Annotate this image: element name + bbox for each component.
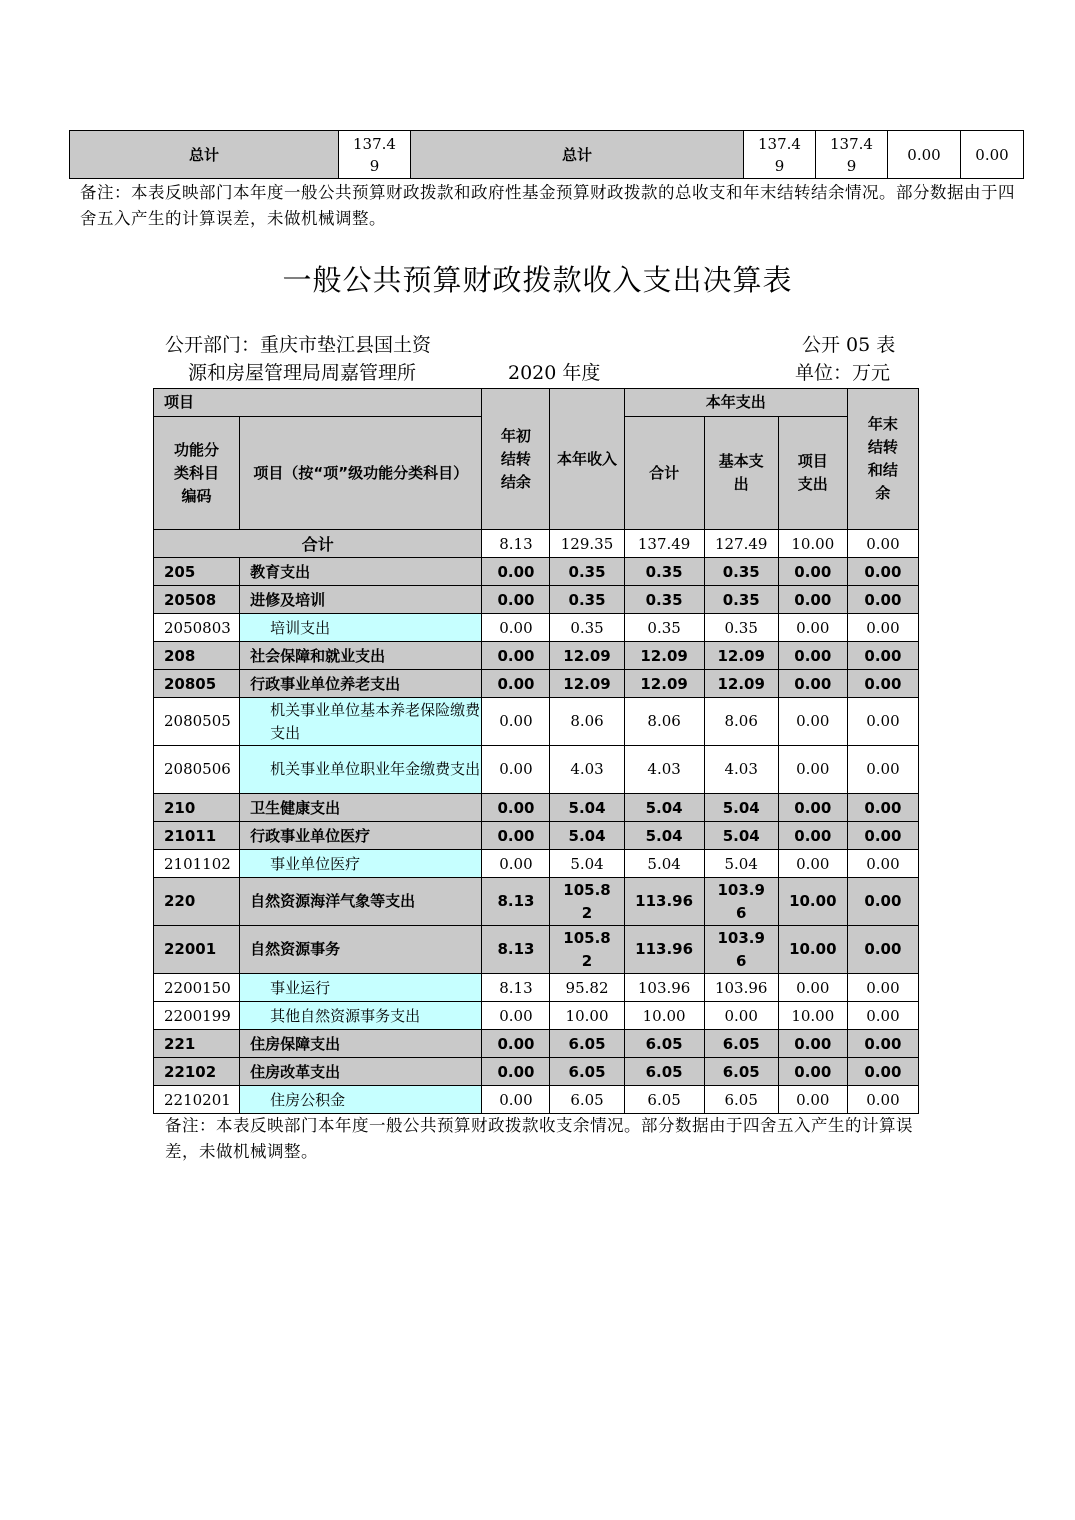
header-project: 项目	[154, 389, 482, 417]
row-value: 0.00	[482, 1058, 550, 1086]
row-code: 20508	[154, 586, 240, 614]
row-value: 0.00	[847, 794, 918, 822]
summary-left-value: 137.4 9	[339, 131, 411, 179]
row-value: 0.00	[704, 1002, 778, 1030]
header-total: 合计	[624, 417, 704, 530]
row-value: 0.00	[482, 1030, 550, 1058]
row-value: 103.96	[704, 974, 778, 1002]
row-value: 0.00	[778, 794, 847, 822]
row-name: 住房改革支出	[240, 1058, 482, 1086]
row-value: 10.00	[778, 926, 847, 974]
row-value: 0.00	[778, 670, 847, 698]
row-value: 12.09	[550, 670, 624, 698]
row-value: 0.00	[778, 1086, 847, 1114]
row-value: 12.09	[624, 642, 704, 670]
dept-line-1: 公开部门：重庆市垫江县国土资	[165, 334, 432, 356]
row-value: 0.00	[482, 794, 550, 822]
total-row	[154, 530, 919, 558]
table-row	[154, 670, 919, 698]
row-code: 2101102	[154, 850, 240, 878]
row-value: 0.00	[847, 614, 918, 642]
header-basic-text: 基本支出	[718, 452, 764, 493]
row-code: 2200150	[154, 974, 240, 1002]
row-value: 0.00	[847, 850, 918, 878]
row-value: 0.00	[482, 670, 550, 698]
row-code: 2050803	[154, 614, 240, 642]
row-value: 5.04	[624, 794, 704, 822]
row-value: 0.00	[778, 1058, 847, 1086]
row-value: 0.00	[847, 1086, 918, 1114]
row-name: 行政事业单位医疗	[240, 822, 482, 850]
row-name: 住房公积金	[240, 1086, 482, 1114]
total-value: 10.00	[778, 530, 847, 558]
row-value: 12.09	[704, 670, 778, 698]
header-name-text: 项目（按“项”级功能分类科目）	[253, 463, 469, 482]
row-code: 221	[154, 1030, 240, 1058]
row-value: 6.05	[550, 1058, 624, 1086]
row-value: 5.04	[550, 822, 624, 850]
row-value: 5.04	[704, 794, 778, 822]
row-value: 8.06	[704, 698, 778, 746]
row-value: 4.03	[550, 746, 624, 794]
row-value: 5.04	[624, 822, 704, 850]
row-value: 10.00	[778, 1002, 847, 1030]
table-row	[154, 1086, 919, 1114]
total-value: 137.49	[624, 530, 704, 558]
row-value: 103.9 6	[704, 926, 778, 974]
row-name: 机关事业单位基本养老保险缴费支出	[240, 698, 482, 746]
row-value: 10.00	[778, 878, 847, 926]
header-income	[550, 389, 624, 530]
row-value: 4.03	[624, 746, 704, 794]
page-title: 一般公共预算财政拨款收入支出决算表	[282, 263, 793, 297]
table-row	[154, 614, 919, 642]
header-code	[154, 417, 240, 530]
row-value: 105.8 2	[550, 926, 624, 974]
row-name: 事业运行	[240, 974, 482, 1002]
row-value: 8.13	[482, 926, 550, 974]
header-end-balance-text: 年末结转和结余	[867, 415, 898, 502]
row-value: 6.05	[550, 1086, 624, 1114]
fiscal-year: 2020 年度	[508, 362, 601, 384]
table-row	[154, 1002, 919, 1030]
total-value: 0.00	[847, 530, 918, 558]
row-value: 6.05	[550, 1030, 624, 1058]
row-value: 12.09	[704, 642, 778, 670]
row-value: 0.00	[482, 822, 550, 850]
row-value: 6.05	[624, 1086, 704, 1114]
summary-value: 137.4 9	[816, 131, 888, 179]
row-value: 103.96	[624, 974, 704, 1002]
row-name: 住房保障支出	[240, 1030, 482, 1058]
row-name: 自然资源海洋气象等支出	[240, 878, 482, 926]
row-code: 220	[154, 878, 240, 926]
row-value: 0.35	[550, 614, 624, 642]
dept-line-2: 源和房屋管理局周嘉管理所	[188, 362, 417, 384]
row-value: 0.00	[847, 670, 918, 698]
row-value: 0.00	[778, 974, 847, 1002]
summary-value: 0.00	[888, 131, 961, 179]
row-code: 205	[154, 558, 240, 586]
table-row	[154, 746, 919, 794]
row-value: 0.00	[847, 1058, 918, 1086]
row-value: 8.06	[624, 698, 704, 746]
row-value: 0.00	[847, 586, 918, 614]
row-value: 5.04	[550, 794, 624, 822]
row-value: 0.00	[482, 558, 550, 586]
row-value: 8.06	[550, 698, 624, 746]
header-end-balance	[847, 389, 918, 530]
total-label: 合计	[154, 530, 482, 558]
total-value: 127.49	[704, 530, 778, 558]
row-value: 6.05	[704, 1086, 778, 1114]
table-row	[154, 1030, 919, 1058]
row-value: 113.96	[624, 926, 704, 974]
table-row	[154, 794, 919, 822]
summary-total-table	[69, 130, 1024, 179]
table-row	[154, 698, 919, 746]
row-name: 进修及培训	[240, 586, 482, 614]
row-value: 0.00	[847, 642, 918, 670]
header-name	[240, 417, 482, 530]
header-begin-balance-text: 年初结转结余	[500, 426, 531, 491]
row-code: 21011	[154, 822, 240, 850]
row-value: 0.35	[704, 614, 778, 642]
header-project-expense	[778, 417, 847, 530]
header-basic	[704, 417, 778, 530]
header-begin-balance	[482, 389, 550, 530]
row-value: 6.05	[624, 1030, 704, 1058]
row-value: 6.05	[704, 1030, 778, 1058]
row-value: 0.00	[482, 1002, 550, 1030]
form-number: 公开 05 表	[802, 334, 896, 356]
header-project-expense-text: 项目支出	[797, 452, 828, 493]
row-value: 0.35	[624, 586, 704, 614]
row-value: 0.00	[847, 746, 918, 794]
header-row-1	[154, 389, 919, 417]
row-value: 105.8 2	[550, 878, 624, 926]
row-value: 0.00	[778, 746, 847, 794]
row-value: 0.00	[778, 558, 847, 586]
row-name: 社会保障和就业支出	[240, 642, 482, 670]
row-code: 20805	[154, 670, 240, 698]
row-value: 0.35	[704, 558, 778, 586]
row-value: 0.00	[778, 850, 847, 878]
bottom-note: 备注：本表反映部门本年度一般公共预算财政拨款收支余情况。部分数据由于四舍五入产生的计算误差，未做机械调整。	[165, 1116, 913, 1161]
row-name: 教育支出	[240, 558, 482, 586]
row-value: 6.05	[624, 1058, 704, 1086]
row-value: 0.00	[482, 746, 550, 794]
row-value: 8.13	[482, 878, 550, 926]
row-value: 0.00	[847, 926, 918, 974]
summary-left-label: 总计	[70, 131, 339, 179]
row-name: 事业单位医疗	[240, 850, 482, 878]
row-name: 培训支出	[240, 614, 482, 642]
row-value: 10.00	[550, 1002, 624, 1030]
row-code: 22001	[154, 926, 240, 974]
row-value: 12.09	[550, 642, 624, 670]
row-code: 2080506	[154, 746, 240, 794]
row-value: 0.00	[847, 698, 918, 746]
unit-label: 单位：万元	[795, 362, 891, 384]
row-value: 0.35	[704, 586, 778, 614]
row-value: 0.00	[847, 1002, 918, 1030]
row-name: 自然资源事务	[240, 926, 482, 974]
row-value: 0.00	[847, 822, 918, 850]
row-value: 0.00	[778, 1030, 847, 1058]
row-code: 2080505	[154, 698, 240, 746]
row-value: 12.09	[624, 670, 704, 698]
row-value: 0.35	[624, 614, 704, 642]
table-row	[154, 974, 919, 1002]
row-value: 10.00	[624, 1002, 704, 1030]
summary-right-label: 总计	[411, 131, 744, 179]
table-row	[154, 850, 919, 878]
row-value: 0.00	[778, 642, 847, 670]
header-expense-group: 本年支出	[624, 389, 847, 417]
row-value: 95.82	[550, 974, 624, 1002]
row-value: 0.00	[847, 974, 918, 1002]
summary-value: 137.4 9	[744, 131, 816, 179]
table-row	[154, 926, 919, 974]
table-row	[154, 558, 919, 586]
row-value: 103.9 6	[704, 878, 778, 926]
row-value: 0.00	[778, 614, 847, 642]
row-value: 4.03	[704, 746, 778, 794]
row-value: 5.04	[624, 850, 704, 878]
row-value: 0.00	[778, 698, 847, 746]
row-name: 卫生健康支出	[240, 794, 482, 822]
row-code: 2200199	[154, 1002, 240, 1030]
row-value: 0.00	[847, 878, 918, 926]
row-code: 2210201	[154, 1086, 240, 1114]
row-value: 0.00	[482, 586, 550, 614]
row-name: 机关事业单位职业年金缴费支出	[240, 746, 482, 794]
row-value: 5.04	[550, 850, 624, 878]
row-code: 208	[154, 642, 240, 670]
row-value: 6.05	[704, 1058, 778, 1086]
row-value: 5.04	[704, 850, 778, 878]
row-value: 0.00	[778, 586, 847, 614]
total-value: 8.13	[482, 530, 550, 558]
row-code: 210	[154, 794, 240, 822]
row-value: 0.00	[482, 850, 550, 878]
row-value: 8.13	[482, 974, 550, 1002]
header-code-text: 功能分类科目编码	[174, 440, 220, 505]
row-value: 113.96	[624, 878, 704, 926]
row-value: 0.00	[482, 698, 550, 746]
row-value: 0.00	[482, 642, 550, 670]
row-name: 其他自然资源事务支出	[240, 1002, 482, 1030]
row-value: 0.00	[482, 1086, 550, 1114]
table-row	[154, 1058, 919, 1086]
row-value: 0.00	[847, 1030, 918, 1058]
row-value: 0.00	[778, 822, 847, 850]
row-value: 0.00	[482, 614, 550, 642]
row-name: 行政事业单位养老支出	[240, 670, 482, 698]
row-value: 5.04	[704, 822, 778, 850]
row-value: 0.00	[847, 558, 918, 586]
row-value: 0.35	[624, 558, 704, 586]
header-income-text: 本年收入	[557, 449, 618, 468]
summary-total-row	[70, 131, 1024, 179]
table-row	[154, 586, 919, 614]
budget-table	[153, 388, 919, 1114]
total-value: 129.35	[550, 530, 624, 558]
summary-value: 0.00	[961, 131, 1024, 179]
table-row	[154, 822, 919, 850]
row-code: 22102	[154, 1058, 240, 1086]
top-note: 备注：本表反映部门本年度一般公共预算财政拨款和政府性基金预算财政拨款的总收支和年末结转结余情况。部分数据由于四舍五入产生的计算误差，未做机械调整。	[80, 183, 1015, 228]
table-row	[154, 878, 919, 926]
table-row	[154, 642, 919, 670]
row-value: 0.35	[550, 586, 624, 614]
row-value: 0.35	[550, 558, 624, 586]
